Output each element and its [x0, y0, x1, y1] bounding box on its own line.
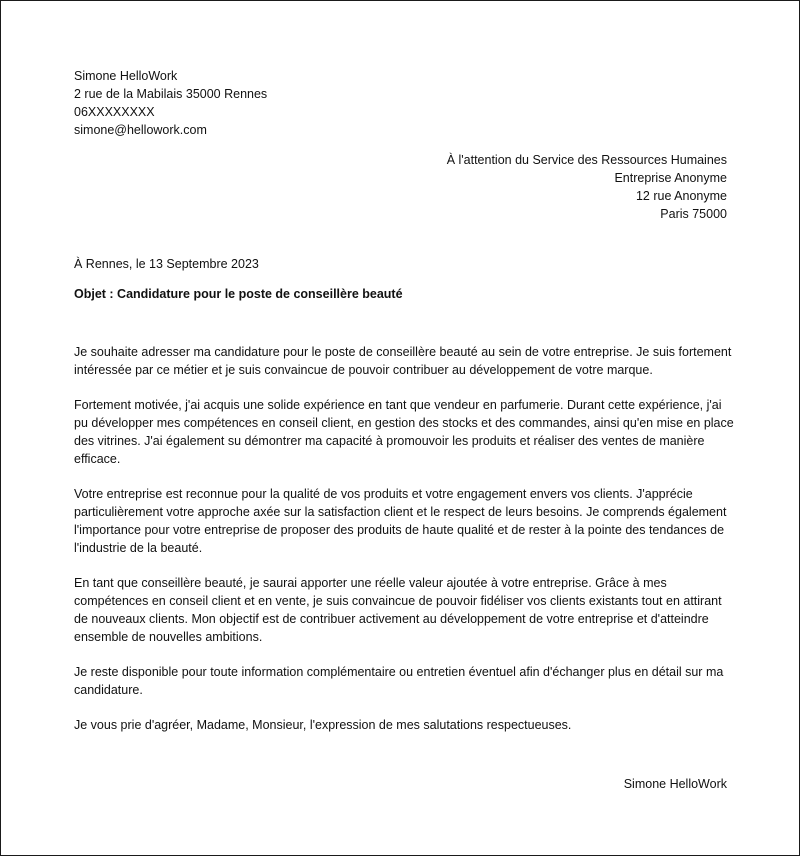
- sender-name: Simone HelloWork: [74, 69, 178, 83]
- body-paragraph: Fortement motivée, j'ai acquis une solide expérience en tant que vendeur en parfumerie. Durant cette expérience, j'ai pu développer mes compétences en conseil client, en gestion des stocks et des commandes, ainsi qu'en mise en place des vitrines. J'ai également su démontrer ma capacité à promouvoir les produits et réaliser des ventes de manière efficace.: [74, 398, 734, 466]
- signature: Simone HelloWork: [623, 777, 727, 791]
- sender-block: [74, 67, 267, 139]
- sender-email: simone@hellowork.com: [74, 123, 207, 137]
- recipient-company: Entreprise Anonyme: [614, 171, 727, 185]
- body-paragraph: Votre entreprise est reconnue pour la qualité de vos produits et votre engagement envers vos clients. J'apprécie particulièrement votre approche axée sur la satisfaction client et le respect de leurs besoins. Je comprends également l'importance pour votre entreprise de proposer des produits de haute qualité et de rester à la pointe des tendances de l'industrie de la beauté.: [74, 487, 727, 555]
- body-paragraph: Je souhaite adresser ma candidature pour le poste de conseillère beauté au sein de votre entreprise. Je suis fortement intéressée par ce métier et je suis convaincue de pouvoir contribuer au développement de votre marque.: [74, 345, 732, 377]
- body-paragraph: Je reste disponible pour toute information complémentaire ou entretien éventuel afin d'échanger plus en détail sur ma candidature.: [74, 665, 724, 697]
- sender-phone: 06XXXXXXXX: [74, 105, 155, 119]
- recipient-block: [447, 151, 727, 223]
- closing-paragraph: Je vous prie d'agréer, Madame, Monsieur, l'expression de mes salutations respectueuses.: [74, 718, 572, 732]
- recipient-city: Paris 75000: [660, 207, 727, 221]
- body-paragraph: En tant que conseillère beauté, je saurai apporter une réelle valeur ajoutée à votre entreprise. Grâce à mes compétences en conseil client et en vente, je suis convaincue de pouvoir fidéliser vos clients existants tout en attirant de nouveaux clients. Mon objectif est de contribuer activement au développement de votre entreprise et d'atteindre ensemble de nouvelles ambitions.: [74, 576, 722, 644]
- letter-subject: Objet : Candidature pour le poste de conseillère beauté: [74, 287, 403, 301]
- recipient-attention: À l'attention du Service des Ressources Humaines: [446, 153, 727, 167]
- letter-date: À Rennes, le 13 Septembre 2023: [74, 257, 259, 271]
- sender-address: 2 rue de la Mabilais 35000 Rennes: [74, 87, 268, 101]
- recipient-street: 12 rue Anonyme: [635, 189, 727, 203]
- letter-body: [74, 343, 734, 751]
